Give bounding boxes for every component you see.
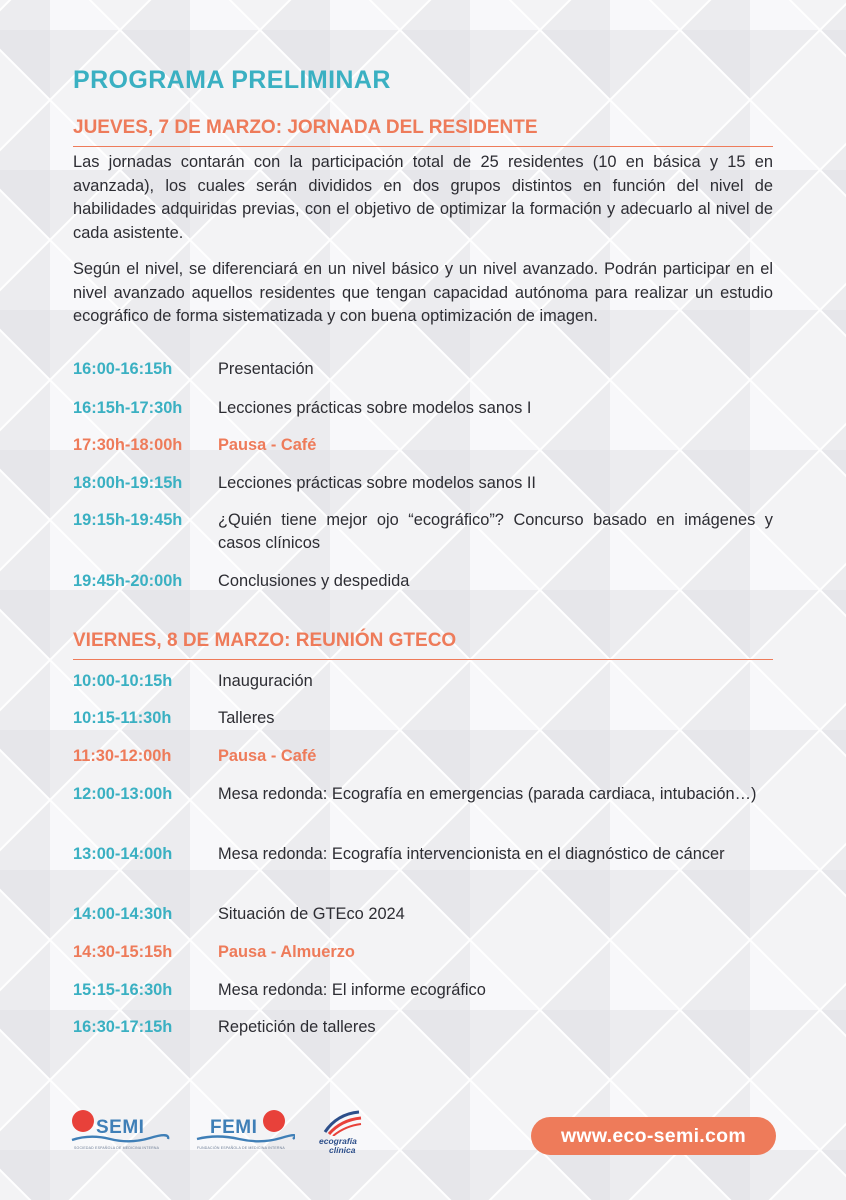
schedule-activity: Mesa redonda: Ecografía intervencionista en el diagnóstico de cáncer xyxy=(218,845,725,863)
schedule-row xyxy=(73,707,773,745)
schedule-time: 10:00-10:15h xyxy=(73,672,173,690)
day1-heading: JUEVES, 7 DE MARZO: JORNADA DEL RESIDENTE xyxy=(73,117,773,147)
day2-heading: VIERNES, 8 DE MARZO: REUNIÓN GTECO xyxy=(73,630,773,660)
wave-icon xyxy=(70,1134,170,1144)
schedule-activity: Pausa - Café xyxy=(218,747,317,765)
semi-logo-text: SEMI xyxy=(96,1117,145,1138)
schedule-row xyxy=(73,509,773,570)
day1-schedule xyxy=(73,358,773,600)
schedule-activity: Mesa redonda: El informe ecográfico xyxy=(218,981,486,999)
schedule-row xyxy=(73,358,773,397)
schedule-time: 14:30-15:15h xyxy=(73,943,173,961)
schedule-activity: Pausa - Almuerzo xyxy=(218,943,355,961)
schedule-activity: Talleres xyxy=(218,709,275,727)
schedule-activity: Inauguración xyxy=(218,672,313,690)
schedule-time: 18:00h-19:15h xyxy=(73,474,183,492)
femi-red-dot-icon xyxy=(263,1110,285,1132)
schedule-time: 17:30h-18:00h xyxy=(73,436,183,454)
femi-logo[interactable] xyxy=(195,1108,305,1168)
schedule-time: 16:30-17:15h xyxy=(73,1018,173,1036)
day2-schedule xyxy=(73,670,773,1046)
footer-logos xyxy=(70,1108,370,1168)
day1-intro-paragraph: Las jornadas contarán con la participación total de 25 residentes (10 en básica y 15 en avanzada), los cuales serán divididos en dos grupos distintos en función del nivel de habilidades adquiridas previas, con el objetivo de optimizar la formación y adecuarlo al nivel de cada asistente. xyxy=(73,153,773,242)
schedule-row-pause xyxy=(73,745,773,783)
schedule-time: 13:00-14:00h xyxy=(73,845,173,863)
clinica-text: clínica xyxy=(329,1145,356,1155)
schedule-row xyxy=(73,1016,773,1046)
semi-logo-subtitle: SOCIEDAD ESPAÑOLA DE MEDICINA INTERNA xyxy=(74,1146,160,1150)
schedule-time: 16:00-16:15h xyxy=(73,360,173,378)
ecografia-text: ecografía xyxy=(319,1136,357,1146)
page-title: PROGRAMA PRELIMINAR xyxy=(73,66,391,94)
schedule-time: 12:00-13:00h xyxy=(73,785,173,803)
schedule-row xyxy=(73,570,773,600)
schedule-activity: Presentación xyxy=(218,360,314,378)
schedule-time: 11:30-12:00h xyxy=(73,747,172,765)
schedule-time: 14:00-14:30h xyxy=(73,905,173,923)
femi-logo-subtitle: FUNDACIÓN ESPAÑOLA DE MEDICINA INTERNA xyxy=(197,1146,285,1150)
schedule-activity: Lecciones prácticas sobre modelos sanos I xyxy=(218,399,532,417)
schedule-row xyxy=(73,979,773,1016)
schedule-activity: ¿Quién tiene mejor ojo “ecográfico”? Concurso basado en imágenes y casos clínicos xyxy=(218,511,773,552)
schedule-row xyxy=(73,670,773,707)
schedule-time: 19:45h-20:00h xyxy=(73,572,183,590)
semi-logo[interactable] xyxy=(70,1108,180,1168)
day1-levels-paragraph: Según el nivel, se diferenciará en un nivel básico y un nivel avanzado. Podrán participar en el nivel avanzado aquellos residentes que tengan capacidad autónoma para realizar un estudio ecográfico de forma sistematizada y con buena optimización de imagen. xyxy=(73,260,773,325)
schedule-row xyxy=(73,397,773,434)
wave-icon xyxy=(195,1134,295,1144)
ecografia-swoosh-icon xyxy=(319,1108,363,1136)
schedule-row-pause xyxy=(73,941,773,979)
schedule-activity: Situación de GTEco 2024 xyxy=(218,905,405,923)
schedule-row xyxy=(73,903,773,941)
schedule-row xyxy=(73,783,773,843)
schedule-time: 15:15-16:30h xyxy=(73,981,173,999)
femi-logo-text: FEMI xyxy=(210,1117,258,1138)
schedule-activity: Mesa redonda: Ecografía en emergencias (parada cardiaca, intubación…) xyxy=(218,785,757,803)
ecografia-clinica-logo[interactable] xyxy=(315,1108,375,1168)
schedule-row xyxy=(73,843,773,903)
schedule-time: 19:15h-19:45h xyxy=(73,511,183,529)
website-link[interactable]: www.eco-semi.com xyxy=(531,1117,776,1155)
schedule-row xyxy=(73,472,773,509)
schedule-row-pause xyxy=(73,434,773,472)
schedule-time: 10:15-11:30h xyxy=(73,709,172,727)
semi-red-dot-icon xyxy=(72,1110,94,1132)
schedule-activity: Pausa - Café xyxy=(218,436,317,454)
schedule-activity: Repetición de talleres xyxy=(218,1018,376,1036)
schedule-activity: Conclusiones y despedida xyxy=(218,572,410,590)
schedule-activity: Lecciones prácticas sobre modelos sanos II xyxy=(218,474,536,492)
schedule-time: 16:15h-17:30h xyxy=(73,399,183,417)
